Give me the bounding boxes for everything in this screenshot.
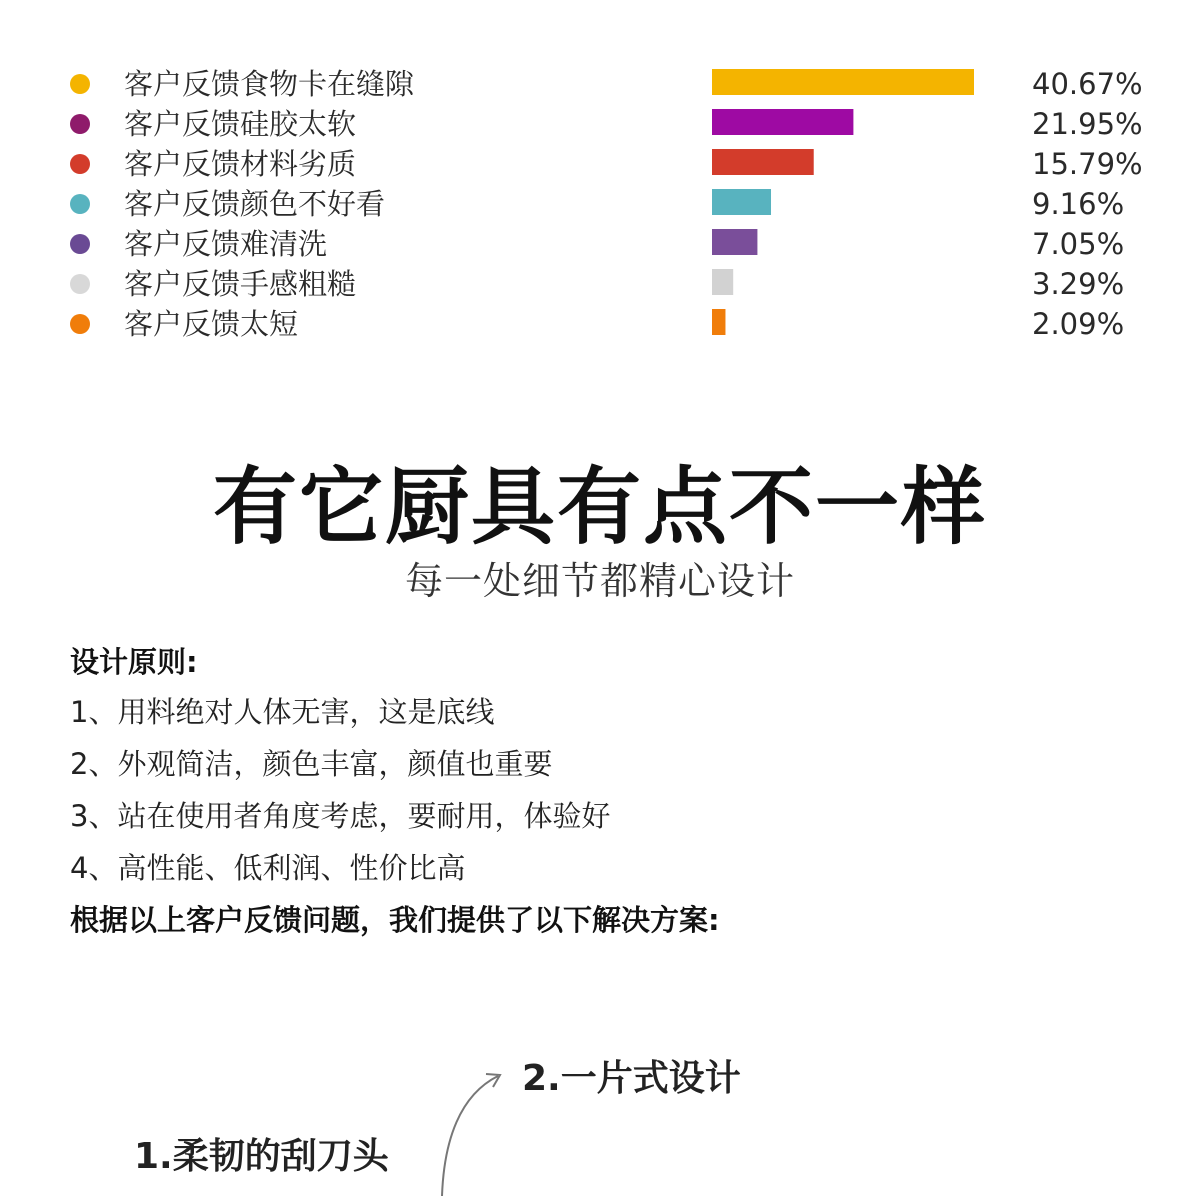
legend-dot xyxy=(70,74,90,94)
design-principles xyxy=(70,638,1130,946)
page-subtitle: 每一处细节都精心设计 xyxy=(404,559,795,603)
chart-canvas xyxy=(0,0,1200,360)
value-label: 3.29% xyxy=(1032,267,1125,301)
value-label: 21.95% xyxy=(1032,107,1143,141)
legend-dot xyxy=(70,274,90,294)
bar xyxy=(712,269,733,295)
category-label: 客户反馈食物卡在缝隙 xyxy=(124,67,415,101)
principles-title: 设计原则: xyxy=(70,645,198,679)
bar xyxy=(712,69,974,95)
value-label: 40.67% xyxy=(1032,67,1143,101)
feedback-bar-chart xyxy=(0,0,1200,360)
principle-item: 3、站在使用者角度考虑，要耐用，体验好 xyxy=(70,799,611,833)
bar xyxy=(712,149,814,175)
legend-dot xyxy=(70,194,90,214)
bar xyxy=(712,229,757,255)
curved-arrow-icon xyxy=(420,1060,530,1200)
value-label: 2.09% xyxy=(1032,307,1125,341)
category-label: 客户反馈材料劣质 xyxy=(124,147,357,181)
value-label: 9.16% xyxy=(1032,187,1125,221)
bar xyxy=(712,309,725,335)
page-title: 有它厨具有点不一样 xyxy=(212,458,987,556)
callout-one-piece-design: 2.一片式设计 xyxy=(522,1058,741,1099)
category-label: 客户反馈难清洗 xyxy=(124,227,328,261)
callout-flexible-scraper-head: 1.柔韧的刮刀头 xyxy=(134,1136,389,1177)
value-label: 7.05% xyxy=(1032,227,1125,261)
principle-item: 1、用料绝对人体无害，这是底线 xyxy=(70,695,495,729)
category-label: 客户反馈手感粗糙 xyxy=(124,267,357,301)
solutions-intro: 根据以上客户反馈问题，我们提供了以下解决方案: xyxy=(70,903,720,937)
legend-dot xyxy=(70,314,90,334)
legend-dot xyxy=(70,234,90,254)
legend-dot xyxy=(70,154,90,174)
category-label: 客户反馈太短 xyxy=(124,307,299,341)
category-label: 客户反馈颜色不好看 xyxy=(124,187,386,221)
bar xyxy=(712,189,771,215)
principle-item: 4、高性能、低利润、性价比高 xyxy=(70,851,466,885)
principle-item: 2、外观简洁，颜色丰富，颜值也重要 xyxy=(70,747,553,781)
bar xyxy=(712,109,853,135)
category-label: 客户反馈硅胶太软 xyxy=(124,107,357,141)
legend-dot xyxy=(70,114,90,134)
value-label: 15.79% xyxy=(1032,147,1143,181)
